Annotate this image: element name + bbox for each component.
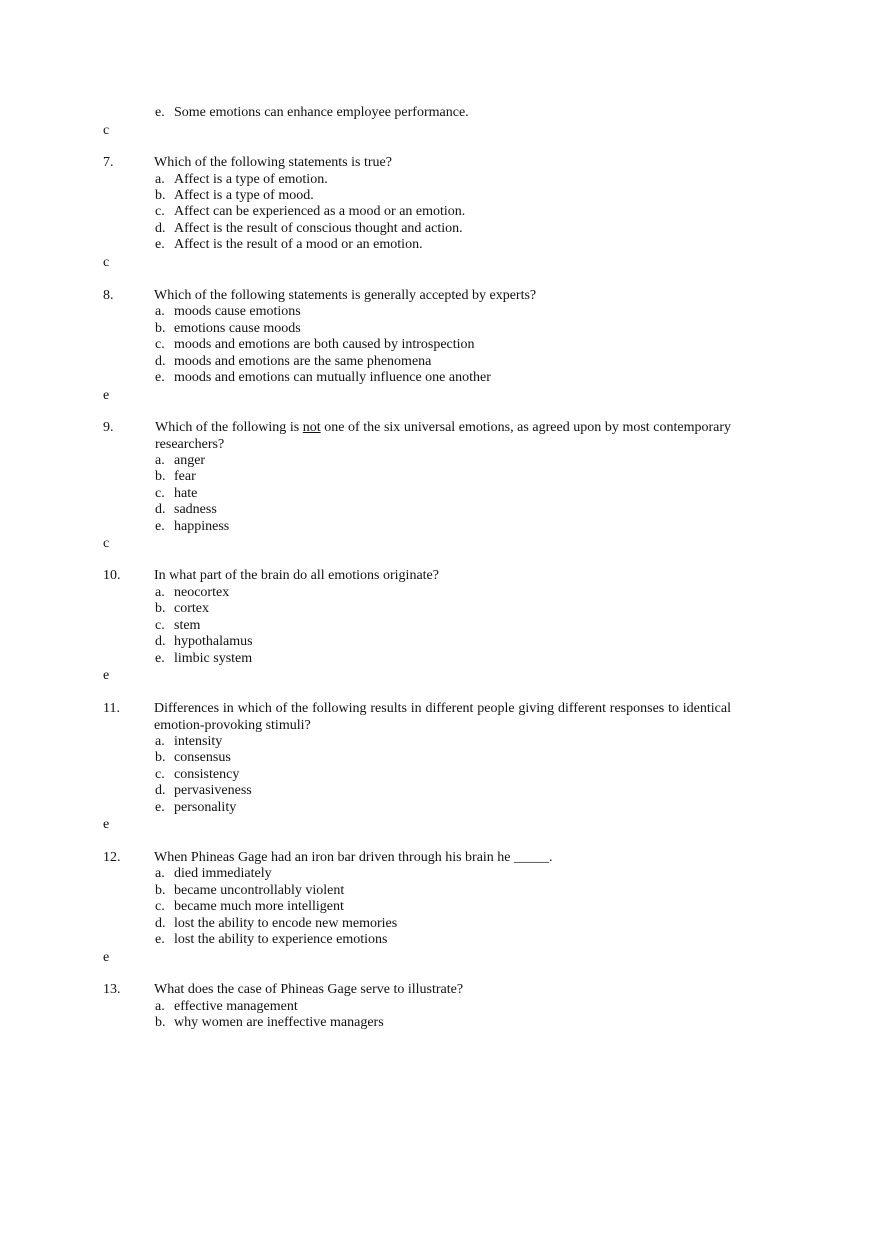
q9-answer: c: [103, 536, 110, 551]
option-text: cortex: [174, 601, 209, 616]
option-letter: d.: [155, 354, 166, 369]
option-text: consensus: [174, 750, 231, 765]
q10-option-d: [155, 634, 253, 650]
option-text: Affect is the result of a mood or an emotion.: [174, 237, 423, 252]
q10-option-c: [155, 618, 200, 634]
q9-option-e: [155, 519, 229, 535]
option-text: moods and emotions can mutually influence one another: [174, 370, 491, 385]
q7-option-e: [155, 237, 423, 253]
q12-number: 12.: [103, 850, 121, 865]
q11-option-d: [155, 783, 252, 799]
q7-number: 7.: [103, 155, 114, 170]
option-letter: e.: [155, 370, 165, 385]
option-letter: a.: [155, 585, 165, 600]
q11-option-b: [155, 750, 231, 766]
q9-option-a: [155, 453, 205, 469]
q8-option-b: [155, 321, 301, 337]
option-letter: c.: [155, 899, 165, 914]
option-text: stem: [174, 618, 201, 633]
option-text: became uncontrollably violent: [174, 883, 345, 898]
q12-answer: e: [103, 950, 110, 965]
q9-text-before: Which of the following is: [155, 420, 303, 435]
q8-option-a: [155, 304, 301, 320]
option-text: Some emotions can enhance employee performance.: [174, 105, 469, 120]
option-letter: b.: [155, 883, 166, 898]
option-text: anger: [174, 453, 206, 468]
option-letter: d.: [155, 502, 166, 517]
option-text: happiness: [174, 519, 230, 534]
option-text: fear: [174, 469, 196, 484]
q12-option-c: [155, 899, 344, 915]
q12-option-e: [155, 932, 387, 948]
q11-option-c: [155, 767, 239, 783]
q11-answer: e: [103, 817, 110, 832]
option-letter: b.: [155, 469, 166, 484]
option-text: Affect is a type of emotion.: [174, 172, 328, 187]
prev-answer: c: [103, 123, 110, 138]
q8-number: 8.: [103, 288, 114, 303]
option-text: hate: [174, 486, 198, 501]
q8-option-c: [155, 337, 475, 353]
option-letter: b.: [155, 1015, 166, 1030]
option-letter: a.: [155, 999, 165, 1014]
q10-option-e: [155, 651, 252, 667]
q10-option-b: [155, 601, 209, 617]
option-text: lost the ability to experience emotions: [174, 932, 388, 947]
option-text: pervasiveness: [174, 783, 252, 798]
q12-option-d: [155, 916, 397, 932]
q9-text-emphasis: not: [302, 420, 321, 435]
q10-number: 10.: [103, 568, 121, 583]
option-letter: a.: [155, 304, 165, 319]
q11-number: 11.: [103, 701, 120, 716]
q11-option-a: [155, 734, 222, 750]
option-text: personality: [174, 800, 237, 815]
option-letter: e.: [155, 237, 165, 252]
option-text: consistency: [174, 767, 240, 782]
option-letter: b.: [155, 601, 166, 616]
option-text: lost the ability to encode new memories: [174, 916, 398, 931]
option-text: why women are ineffective managers: [174, 1015, 384, 1030]
q10-answer: e: [103, 668, 110, 683]
option-letter: b.: [155, 750, 166, 765]
option-text: sadness: [174, 502, 217, 517]
option-letter: c.: [155, 767, 165, 782]
option-text: emotions cause moods: [174, 321, 301, 336]
q9-option-c: [155, 486, 197, 502]
option-text: Affect is a type of mood.: [174, 188, 314, 203]
q10-option-a: [155, 585, 229, 601]
q9-number: 9.: [103, 420, 114, 435]
q8-answer: e: [103, 388, 110, 403]
q8-option-e: [155, 370, 491, 386]
option-text: became much more intelligent: [174, 899, 344, 914]
option-text: Affect can be experienced as a mood or an emotion.: [174, 204, 466, 219]
option-letter: a.: [155, 172, 165, 187]
option-letter: a.: [155, 453, 165, 468]
q12-option-b: [155, 883, 344, 899]
option-text: Affect is the result of conscious thought and action.: [174, 221, 463, 236]
option-letter: d.: [155, 221, 166, 236]
option-letter: c.: [155, 337, 165, 352]
q9-option-b: [155, 469, 196, 485]
option-text: moods and emotions are the same phenomena: [174, 354, 432, 369]
option-text: died immediately: [174, 866, 272, 881]
q13-number: 13.: [103, 982, 121, 997]
option-text: limbic system: [174, 651, 253, 666]
option-text: moods cause emotions: [174, 304, 301, 319]
q9-option-d: [155, 502, 217, 518]
q12-option-a: [155, 866, 272, 882]
option-letter: d.: [155, 783, 166, 798]
q7-option-a: [155, 172, 328, 188]
q9-text: [155, 420, 731, 453]
option-letter: c.: [155, 204, 165, 219]
q8-text: Which of the following statements is generally accepted by experts?: [154, 288, 537, 303]
q11-option-e: [155, 800, 236, 816]
option-letter: e.: [155, 105, 165, 120]
option-text: hypothalamus: [174, 634, 253, 649]
q11-text: Differences in which of the following results in different people giving different responses to identical emotion-provoking stimuli?: [154, 701, 731, 733]
q13-option-b: [155, 1015, 384, 1031]
q9-text-after: one of the six universal emotions, as agreed upon by most contemporary researchers?: [155, 420, 731, 452]
q7-text: Which of the following statements is true?: [154, 155, 392, 170]
q7-option-d: [155, 221, 463, 237]
option-letter: e.: [155, 800, 165, 815]
option-letter: e.: [155, 651, 165, 666]
option-text: intensity: [174, 734, 223, 749]
option-letter: e.: [155, 519, 165, 534]
option-letter: c.: [155, 486, 165, 501]
prev-option-e: [155, 105, 469, 121]
q8-option-d: [155, 354, 431, 370]
q7-answer: c: [103, 255, 110, 270]
q13-option-a: [155, 999, 298, 1015]
option-text: neocortex: [174, 585, 230, 600]
q12-text: When Phineas Gage had an iron bar driven through his brain he _____.: [154, 850, 553, 865]
option-letter: d.: [155, 916, 166, 931]
q13-text: What does the case of Phineas Gage serve to illustrate?: [154, 982, 464, 997]
option-text: moods and emotions are both caused by introspection: [174, 337, 475, 352]
option-letter: a.: [155, 734, 165, 749]
option-letter: a.: [155, 866, 165, 881]
option-text: effective management: [174, 999, 298, 1014]
q7-option-b: [155, 188, 314, 204]
option-letter: b.: [155, 321, 166, 336]
q7-option-c: [155, 204, 465, 220]
option-letter: d.: [155, 634, 166, 649]
option-letter: e.: [155, 932, 165, 947]
q10-text: In what part of the brain do all emotions originate?: [154, 568, 439, 583]
option-letter: b.: [155, 188, 166, 203]
option-letter: c.: [155, 618, 165, 633]
